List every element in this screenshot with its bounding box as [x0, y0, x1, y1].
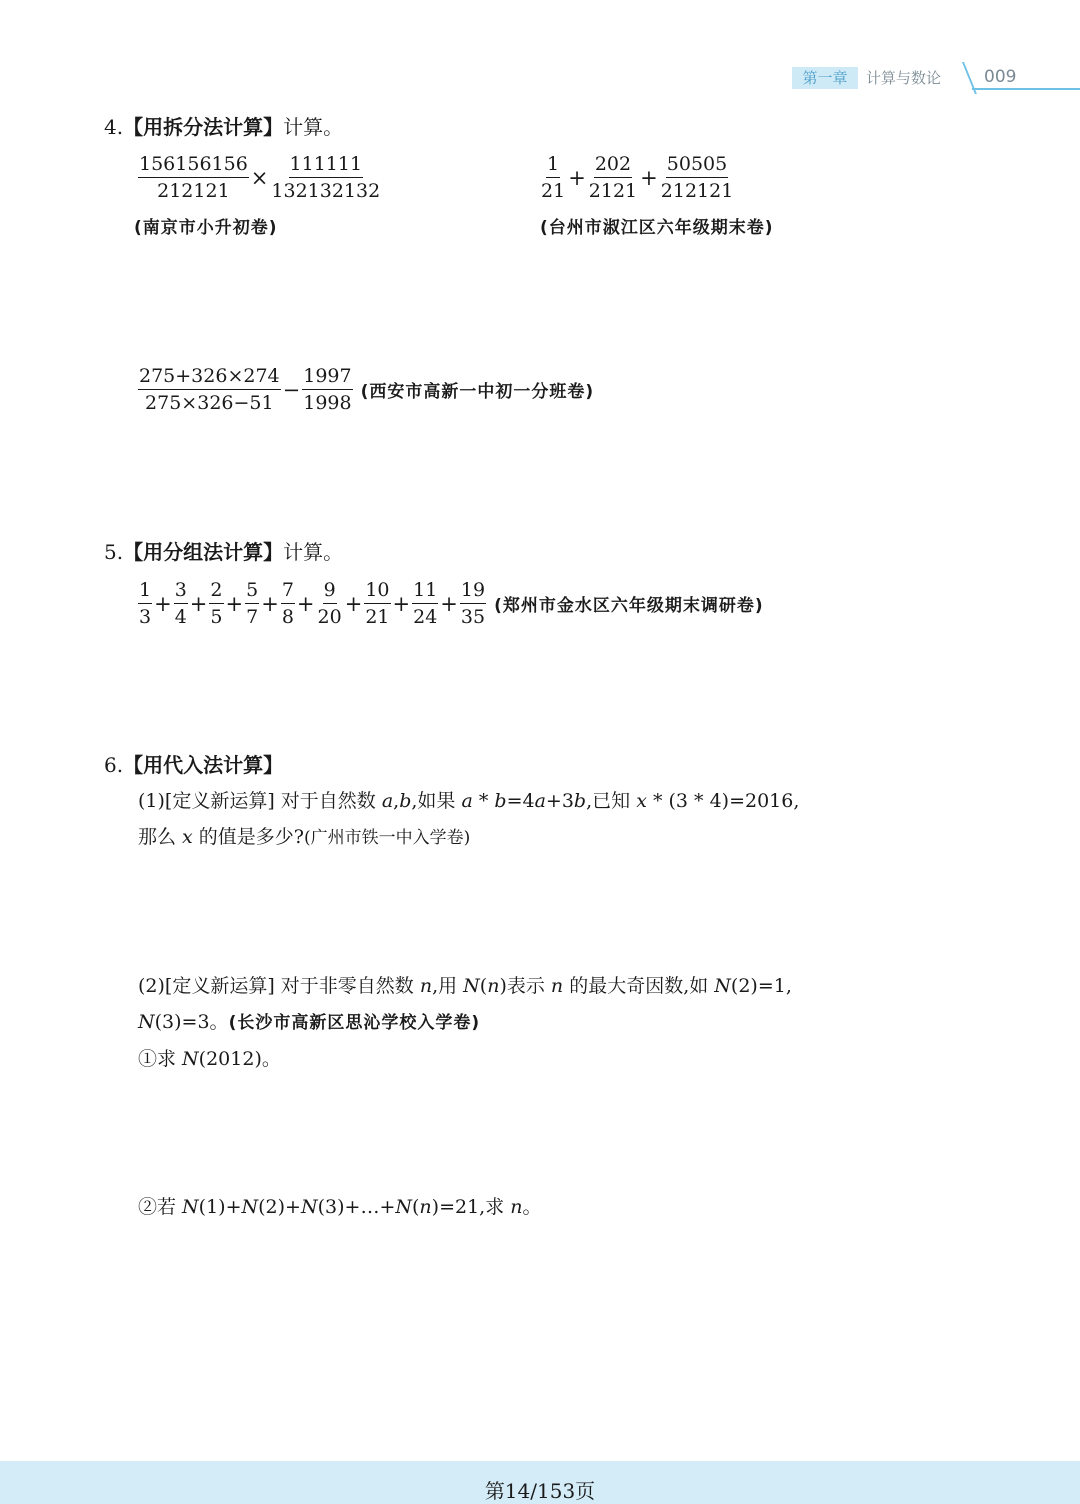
numerator: 1 — [138, 578, 152, 604]
numerator: 11 — [412, 578, 438, 604]
chapter-badge: 第一章 — [792, 67, 858, 89]
q6-part2-line1 — [138, 973, 792, 999]
text-segment: 。 — [522, 1196, 542, 1218]
denominator: 132132132 — [271, 180, 381, 202]
text-segment: ①求 — [138, 1048, 183, 1070]
numerator: 10 — [364, 578, 390, 604]
text-segment: (1)[定义新运算] 对于自然数 — [138, 790, 382, 812]
q6-part1-line1 — [138, 788, 799, 814]
math-variable: N — [138, 1011, 155, 1033]
denominator: 212121 — [157, 180, 230, 202]
q5-expression — [138, 578, 764, 629]
fraction — [660, 152, 735, 203]
q5-instruction: 计算。 — [283, 540, 344, 564]
math-variable: N — [395, 1196, 412, 1218]
q6-part2-subq2 — [138, 1194, 542, 1220]
q4-expression-3 — [138, 364, 594, 415]
q4-title: 【用拆分法计算】 — [123, 115, 284, 139]
page-indicator: 第14/153页 — [484, 1479, 596, 1503]
math-variable: b — [573, 790, 587, 812]
fraction — [209, 578, 223, 629]
plus-operator: + — [640, 165, 658, 190]
text-segment: +3 — [545, 790, 574, 812]
q6-part2-subq1 — [138, 1046, 281, 1072]
math-variable: N — [300, 1196, 318, 1218]
fraction — [245, 578, 259, 629]
page-number: 009 — [984, 67, 1017, 87]
math-variable: N — [182, 1048, 199, 1070]
math-variable: a — [461, 790, 473, 812]
text-segment: (3)=3。 — [154, 1011, 229, 1033]
q6-part2-line2 — [138, 1009, 480, 1035]
text-segment: (2)=1, — [730, 975, 792, 997]
page-header — [0, 60, 1080, 94]
q6-heading — [104, 752, 283, 778]
math-variable: N — [241, 1196, 259, 1218]
fraction — [138, 152, 249, 203]
q6-part1-line2 — [138, 824, 470, 850]
fraction — [174, 578, 188, 629]
denominator: 3 — [139, 606, 152, 628]
text-segment: ②若 — [138, 1196, 183, 1218]
math-variable: n — [419, 975, 433, 997]
plus-operator: + — [440, 591, 458, 616]
text-segment: * (3 * 4)=2016, — [646, 790, 800, 812]
text-segment: )=21,求 — [431, 1196, 511, 1218]
fraction — [460, 578, 486, 629]
math-variable: N — [182, 1196, 199, 1218]
text-segment: ,用 — [432, 975, 464, 997]
text-segment: ( — [479, 975, 488, 997]
fraction — [588, 152, 638, 203]
denominator: 2121 — [588, 180, 638, 202]
text-segment: 那么 — [138, 826, 183, 848]
numerator: 3 — [174, 578, 188, 604]
text-segment: ( — [412, 1196, 420, 1218]
numerator: 1 — [546, 152, 560, 178]
q6-title: 【用代入法计算】 — [123, 753, 284, 777]
times-operator: × — [250, 165, 269, 190]
q4-number: 4. — [104, 115, 124, 139]
plus-operator: + — [344, 591, 363, 616]
fraction — [138, 578, 152, 629]
q5-source: (郑州市金水区六年级期末调研卷) — [494, 596, 764, 616]
q4-expression-2 — [540, 152, 734, 203]
q5-heading — [104, 539, 343, 565]
header-rule — [972, 88, 1080, 90]
numerator: 5 — [245, 578, 259, 604]
math-variable: b — [494, 790, 507, 812]
text-segment: (2)[定义新运算] 对于非零自然数 — [138, 975, 420, 997]
numerator: 275+326×274 — [138, 364, 281, 390]
numerator: 9 — [323, 578, 337, 604]
denominator: 35 — [460, 606, 486, 628]
numerator: 111111 — [289, 152, 364, 178]
q6-number: 6. — [104, 753, 124, 777]
fraction — [317, 578, 343, 629]
text-segment: ,已知 — [586, 790, 637, 812]
denominator: 5 — [210, 606, 223, 628]
numerator: 202 — [594, 152, 632, 178]
plus-operator: + — [296, 591, 315, 616]
plus-operator: + — [568, 165, 586, 190]
math-variable: a — [534, 790, 546, 812]
denominator: 4 — [174, 606, 187, 628]
numerator: 7 — [281, 578, 295, 604]
text-segment: )表示 — [499, 975, 551, 997]
q4-heading — [104, 114, 343, 140]
text-segment: ,如果 — [411, 790, 462, 812]
denominator: 20 — [317, 606, 342, 628]
denominator: 21 — [365, 606, 390, 628]
q6-part1-source: (广州市铁一中入学卷) — [304, 828, 471, 848]
math-variable: x — [182, 826, 193, 848]
math-variable: a — [381, 790, 394, 812]
fraction — [270, 152, 381, 203]
text-segment: * — [472, 790, 495, 812]
math-variable: x — [636, 790, 647, 812]
math-variable: n — [419, 1196, 432, 1218]
q4-source-2: (台州市淑江区六年级期末卷) — [540, 218, 774, 238]
math-variable: b — [399, 790, 412, 812]
numerator: 1997 — [302, 364, 352, 390]
denominator: 21 — [541, 180, 566, 202]
denominator: 7 — [246, 606, 259, 628]
q4-instruction: 计算。 — [283, 115, 344, 139]
text-segment: =4 — [506, 790, 535, 812]
fraction — [412, 578, 438, 629]
text-segment: (3)+…+ — [317, 1196, 396, 1218]
fraction — [540, 152, 566, 203]
text-segment: (1)+ — [198, 1196, 242, 1218]
fraction — [364, 578, 390, 629]
plus-operator: + — [154, 591, 172, 616]
text-segment: , — [393, 790, 400, 812]
q5-title: 【用分组法计算】 — [123, 540, 284, 564]
denominator: 275×326−51 — [145, 392, 274, 414]
denominator: 24 — [413, 606, 438, 628]
fraction — [138, 364, 281, 415]
q5-number: 5. — [104, 540, 124, 564]
minus-operator: − — [282, 377, 301, 402]
plus-operator: + — [392, 591, 411, 616]
text-segment: 的最大奇因数,如 — [563, 975, 715, 997]
math-variable: N — [463, 975, 480, 997]
plus-operator: + — [225, 591, 244, 616]
math-variable: n — [510, 1196, 523, 1218]
q4-expression-1 — [138, 152, 381, 203]
q6-part2-source: (长沙市高新区思沁学校入学卷) — [228, 1013, 481, 1033]
numerator: 50505 — [666, 152, 728, 178]
q4-source-3: (西安市高新一中初一分班卷) — [360, 382, 595, 402]
math-variable: n — [550, 975, 564, 997]
numerator: 156156156 — [138, 152, 249, 178]
denominator: 212121 — [660, 180, 734, 202]
math-variable: N — [714, 975, 731, 997]
chapter-title: 计算与数论 — [866, 69, 942, 87]
fraction — [302, 364, 352, 415]
denominator: 8 — [281, 606, 294, 628]
text-segment: (2012)。 — [198, 1048, 281, 1070]
math-variable: n — [487, 975, 500, 997]
plus-operator: + — [189, 591, 208, 616]
text-segment: 的值是多少? — [192, 826, 304, 848]
q4-source-1: (南京市小升初卷) — [134, 218, 278, 238]
text-segment: (2)+ — [258, 1196, 301, 1218]
denominator: 1998 — [303, 392, 352, 414]
fraction — [281, 578, 295, 629]
numerator: 2 — [209, 578, 223, 604]
plus-operator: + — [261, 591, 279, 616]
numerator: 19 — [460, 578, 486, 604]
